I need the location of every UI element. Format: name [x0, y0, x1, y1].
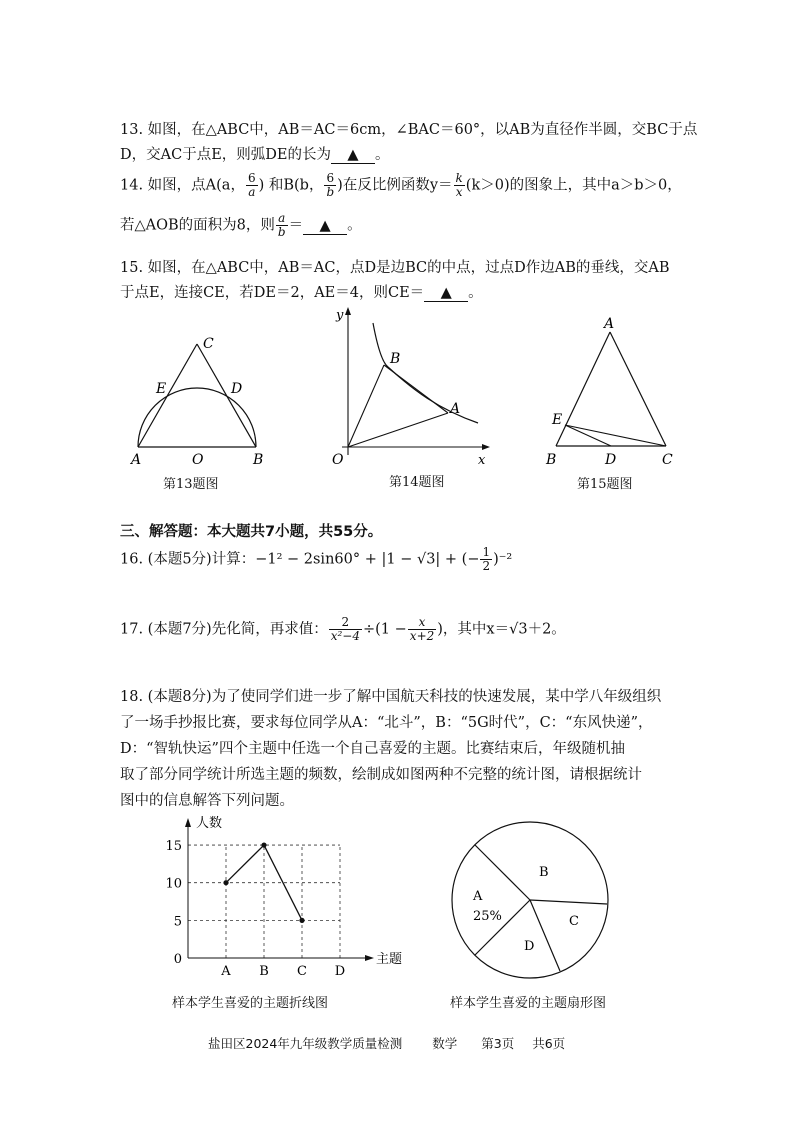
answer-blank: ▲ [303, 218, 347, 235]
q15-line2 [120, 281, 483, 302]
segment-ac [138, 344, 197, 447]
y-tick-label: 15 [165, 839, 182, 855]
label-o: O [332, 452, 344, 468]
x-axis-arrow [482, 444, 490, 450]
label-o: O [192, 452, 204, 468]
q15-end: 。 [468, 285, 483, 301]
q17-end: )，其中x＝√3＋2。 [437, 621, 566, 638]
footer [208, 1034, 565, 1052]
label-b: B [546, 452, 557, 468]
q14-text-e: 若△AOB的面积为8，则 [120, 217, 275, 234]
x-tick-label: B [259, 964, 269, 979]
segment-bc [197, 344, 256, 447]
data-point [223, 880, 228, 885]
label-a: A [131, 452, 142, 468]
q14-text-f: ＝ [288, 217, 304, 234]
data-point [261, 842, 266, 847]
label-a: A [604, 316, 615, 332]
answer-blank: ▲ [331, 147, 375, 164]
figure-15-caption: 第15题图 [577, 477, 633, 492]
footer-page: 第3页 [481, 1036, 515, 1051]
data-point [299, 918, 304, 923]
label-x: x [478, 453, 486, 468]
pie-chart-title: 样本学生喜爱的主题扇形图 [450, 996, 607, 1011]
pie-label-a: A [473, 889, 483, 904]
label-a: A [450, 401, 461, 417]
pie-label-a-percent: 25% [473, 909, 502, 924]
q17-text: 17. (本题7分)先化简，再求值： [120, 621, 328, 638]
segment-de [565, 425, 611, 446]
fraction: $\frac{6}{b}$ [326, 171, 335, 199]
section-title: 三、解答题：本大题共7小题，共55分。 [120, 524, 383, 540]
y-tick-label: 5 [173, 914, 182, 930]
q18-line2: 了一场手抄报比赛，要求每位同学从A：“北斗”，B：“5G时代”，C：“东风快递”， [120, 715, 653, 731]
y-tick-label: 10 [165, 876, 182, 892]
pie-label-b: B [539, 865, 549, 880]
q13-end: 。 [375, 147, 390, 163]
q13-line1: 13. 如图，在△ABC中，AB＝AC＝6cm，∠BAC＝60°，以AB为直径作半圆，交BC于点 [120, 122, 698, 138]
q18-line5: 图中的信息解答下列问题。 [120, 793, 294, 809]
label-b: B [390, 351, 401, 367]
hyperbola [373, 323, 478, 423]
x-tick-label: D [334, 964, 346, 979]
fraction: $\frac{6}{a}$ [247, 171, 256, 199]
pie-divider-bc [530, 900, 607, 904]
label-d: D [605, 452, 617, 468]
segment-ce [565, 425, 666, 446]
segment-oa [348, 413, 448, 447]
q14-text-d: (k＞0)的图象上，其中a＞b＞0， [465, 177, 682, 194]
answer-blank: ▲ [424, 285, 468, 302]
y-axis-arrow [185, 818, 191, 827]
q14-line1 [120, 172, 682, 199]
pie-label-d: D [524, 939, 535, 954]
q18-line1: 18. (本题8分)为了使同学们进一步了解中国航天科技的快速发展，某中学八年级组织 [120, 689, 662, 705]
figure-13 [125, 330, 270, 470]
q14-text-a: 14. 如图，点A(a， [120, 177, 245, 194]
q15-line1: 15. 如图，在△ABC中，AB＝AC，点D是边BC的中点，过点D作边AB的垂线，交AB [120, 260, 670, 276]
q18-line3: D：“智轨快运”四个主题中任选一个自己喜爱的主题。比赛结束后，年级随机抽 [120, 741, 625, 757]
figure-14-caption: 第14题图 [389, 475, 445, 490]
label-c: C [662, 452, 673, 468]
q14-text-b: ) 和B(b， [258, 177, 324, 194]
pie-divider-cd [530, 900, 560, 971]
footer-subject: 数学 [432, 1036, 458, 1051]
label-c: C [203, 336, 214, 352]
q14-end: 。 [347, 217, 362, 234]
label-y: y [336, 308, 344, 323]
q17-mid: ÷(1 − [363, 621, 407, 638]
figure-15 [540, 312, 680, 470]
footer-total: 共6页 [532, 1036, 566, 1051]
y-axis-arrow [345, 307, 351, 315]
figure-14 [328, 305, 493, 470]
x-axis-label: 主题 [376, 952, 403, 967]
label-b: B [253, 452, 264, 468]
x-axis-arrow [365, 955, 374, 961]
label-e: E [156, 381, 167, 397]
q17 [120, 616, 566, 643]
y-tick-label: 0 [173, 952, 182, 967]
q16 [120, 546, 512, 573]
segment-ac [610, 332, 666, 446]
fraction: $\frac{k}{x}$ [455, 171, 463, 199]
q16-text: 16. (本题5分)计算：−1² − 2sin60° + |1 − √3| + (− [120, 551, 480, 568]
q16-exp: )⁻² [493, 551, 513, 568]
y-axis-label: 人数 [196, 816, 223, 831]
x-tick-label: A [221, 964, 231, 979]
fraction: $\frac{1}{2}$ [482, 545, 491, 573]
q13-line2 [120, 143, 390, 164]
q13-text: D，交AC于点E，则弧DE的长为 [120, 147, 331, 163]
fraction: $\frac{2}{\text{x²−4}}$ [330, 615, 360, 643]
footer-org: 盐田区2024年九年级教学质量检测 [208, 1036, 403, 1051]
fraction: $\frac{a}{b}$ [277, 211, 286, 239]
q14-line2 [120, 212, 362, 239]
segment-ob [348, 365, 384, 447]
fraction: $\frac{x}{x+2}$ [409, 615, 435, 643]
series-segment [226, 845, 264, 883]
label-e: E [552, 412, 563, 428]
x-tick-label: C [297, 964, 307, 979]
q15-text: 于点E，连接CE，若DE＝2，AE＝4，则CE＝ [120, 285, 425, 301]
pie-label-c: C [569, 914, 579, 929]
label-d: D [231, 381, 243, 397]
q14-text-c: )在反比例函数y＝ [337, 177, 453, 194]
line-chart-title: 样本学生喜爱的主题折线图 [172, 996, 329, 1011]
figure-13-caption: 第13题图 [163, 477, 219, 492]
line-chart [160, 812, 410, 984]
pie-divider-ab [475, 845, 530, 900]
segment-ab [384, 365, 448, 413]
q18-line4: 取了部分同学统计所选主题的频数，绘制成如图两种不完整的统计图，请根据统计 [120, 767, 642, 783]
pie-chart [448, 818, 613, 983]
